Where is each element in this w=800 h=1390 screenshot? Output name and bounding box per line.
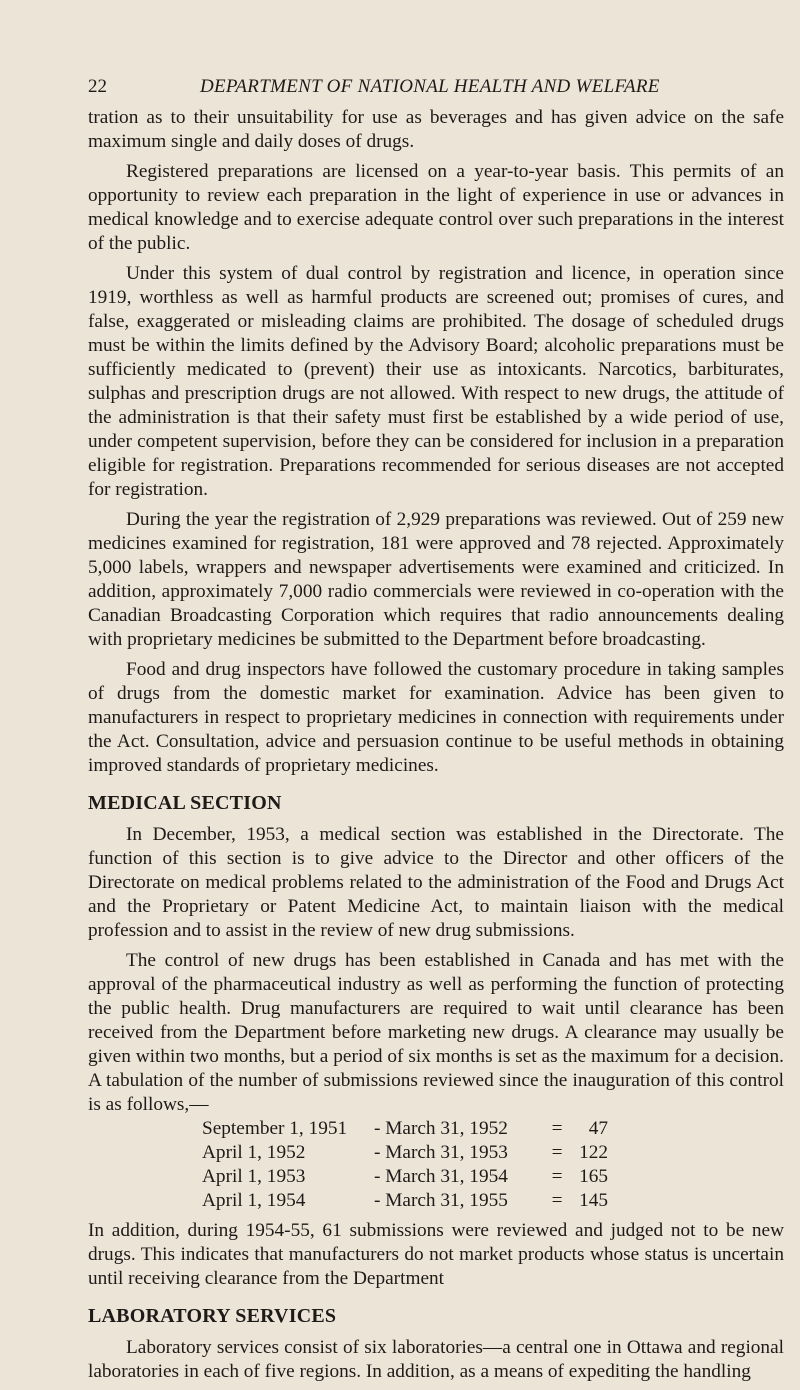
period-to: - March 31, 1952 — [374, 1118, 508, 1139]
equals: = — [551, 1166, 563, 1187]
paragraph: Laboratory services consist of six laboratories—a central one in Ottawa and regional laboratories in each of five regions. In addition, as a means of expediting the handling — [88, 1337, 784, 1382]
period-from: April 1, 1952 — [202, 1142, 306, 1163]
equals: = — [551, 1142, 563, 1163]
paragraph: The control of new drugs has been established in Canada and has met with the approval of the pharmaceutical industry as well as performing the function of protecting the public health. Drug manufacturers are required to wait until clearance has been received from the Department before marketing new drugs. A clearance may usually be given within two months, but a period of six months is set as the maximum for a decision. A tabulation of the number of submissions reviewed since the inauguration of this control is as follows,— — [88, 950, 784, 1115]
table-row — [202, 1141, 784, 1165]
running-head: DEPARTMENT OF NATIONAL HEALTH AND WELFARE — [200, 76, 660, 97]
count: 165 — [579, 1166, 608, 1187]
table-row — [202, 1165, 784, 1189]
page-header — [88, 76, 784, 106]
table-row — [202, 1117, 784, 1141]
table-row — [202, 1189, 784, 1213]
paragraph: In addition, during 1954-55, 61 submissions were reviewed and judged not to be new drugs. This indicates that manufacturers do not market products whose status is uncertain until receiving clearance from the Department — [88, 1220, 784, 1289]
section-heading-laboratory: LABORATORY SERVICES — [88, 1305, 337, 1327]
equals: = — [551, 1190, 563, 1211]
submissions-table — [202, 1117, 784, 1213]
paragraph: In December, 1953, a medical section was established in the Directorate. The function of this section is to give advice to the Director and other officers of the Directorate on medical problems related to the administration of the Food and Drugs Act and the Proprietary or Patent Medicine Act, to maintain liaison with the medical profession and to assist in the review of new drug submissions. — [88, 824, 784, 941]
period-to: - March 31, 1955 — [374, 1190, 508, 1211]
period-to: - March 31, 1954 — [374, 1166, 508, 1187]
paragraph: Under this system of dual control by registration and licence, in operation since 1919, worthless as well as harmful products are screened out; promises of cures, and false, exaggerated or misleading claims are prohibited. The dosage of scheduled drugs must be within the limits defined by the Advisory Board; alcoholic preparations must be sufficiently medicated to (prevent) their use as intoxicants. Narcotics, barbiturates, sulphas and prescription drugs are not allowed. With respect to new drugs, the attitude of the administration is that their safety must first be established by a wide period of use, under competent supervision, before they can be considered for inclusion in a preparation eligible for registration. Preparations recommended for serious diseases are not accepted for registration. — [88, 263, 784, 500]
period-to: - March 31, 1953 — [374, 1142, 508, 1163]
paragraph: Food and drug inspectors have followed the customary procedure in taking samples of drugs from the domestic market for examination. Advice has been given to manufacturers in respect to proprietary medicines in connection with requirements under the Act. Consultation, advice and persuasion continue to be useful methods in obtaining improved standards of proprietary medicines. — [88, 659, 784, 776]
document-page — [88, 76, 784, 1390]
section-heading-medical: MEDICAL SECTION — [88, 792, 282, 814]
paragraph: Registered preparations are licensed on a year-to-year basis. This permits of an opportunity to review each preparation in the light of experience in use or advances in medical knowledge and to exercise adequate control over such preparations in the interest of the public. — [88, 161, 784, 254]
paragraph: During the year the registration of 2,929 preparations was reviewed. Out of 259 new medicines examined for registration, 181 were approved and 78 rejected. Approximately 5,000 labels, wrappers and newspaper advertisements were examined and criticized. In addition, approximately 7,000 radio commercials were reviewed in co-operation with the Canadian Broadcasting Corporation which requires that radio announcements dealing with proprietary medicines be submitted to the Department before broadcasting. — [88, 509, 784, 650]
period-from: April 1, 1954 — [202, 1190, 306, 1211]
count: 47 — [588, 1118, 608, 1139]
period-from: September 1, 1951 — [202, 1118, 348, 1139]
equals: = — [551, 1118, 563, 1139]
period-from: April 1, 1953 — [202, 1166, 306, 1187]
count: 145 — [579, 1190, 608, 1211]
paragraph: tration as to their unsuitability for use as beverages and has given advice on the safe maximum single and daily doses of drugs. — [88, 107, 784, 152]
page-number: 22 — [88, 76, 107, 97]
count: 122 — [579, 1142, 608, 1163]
